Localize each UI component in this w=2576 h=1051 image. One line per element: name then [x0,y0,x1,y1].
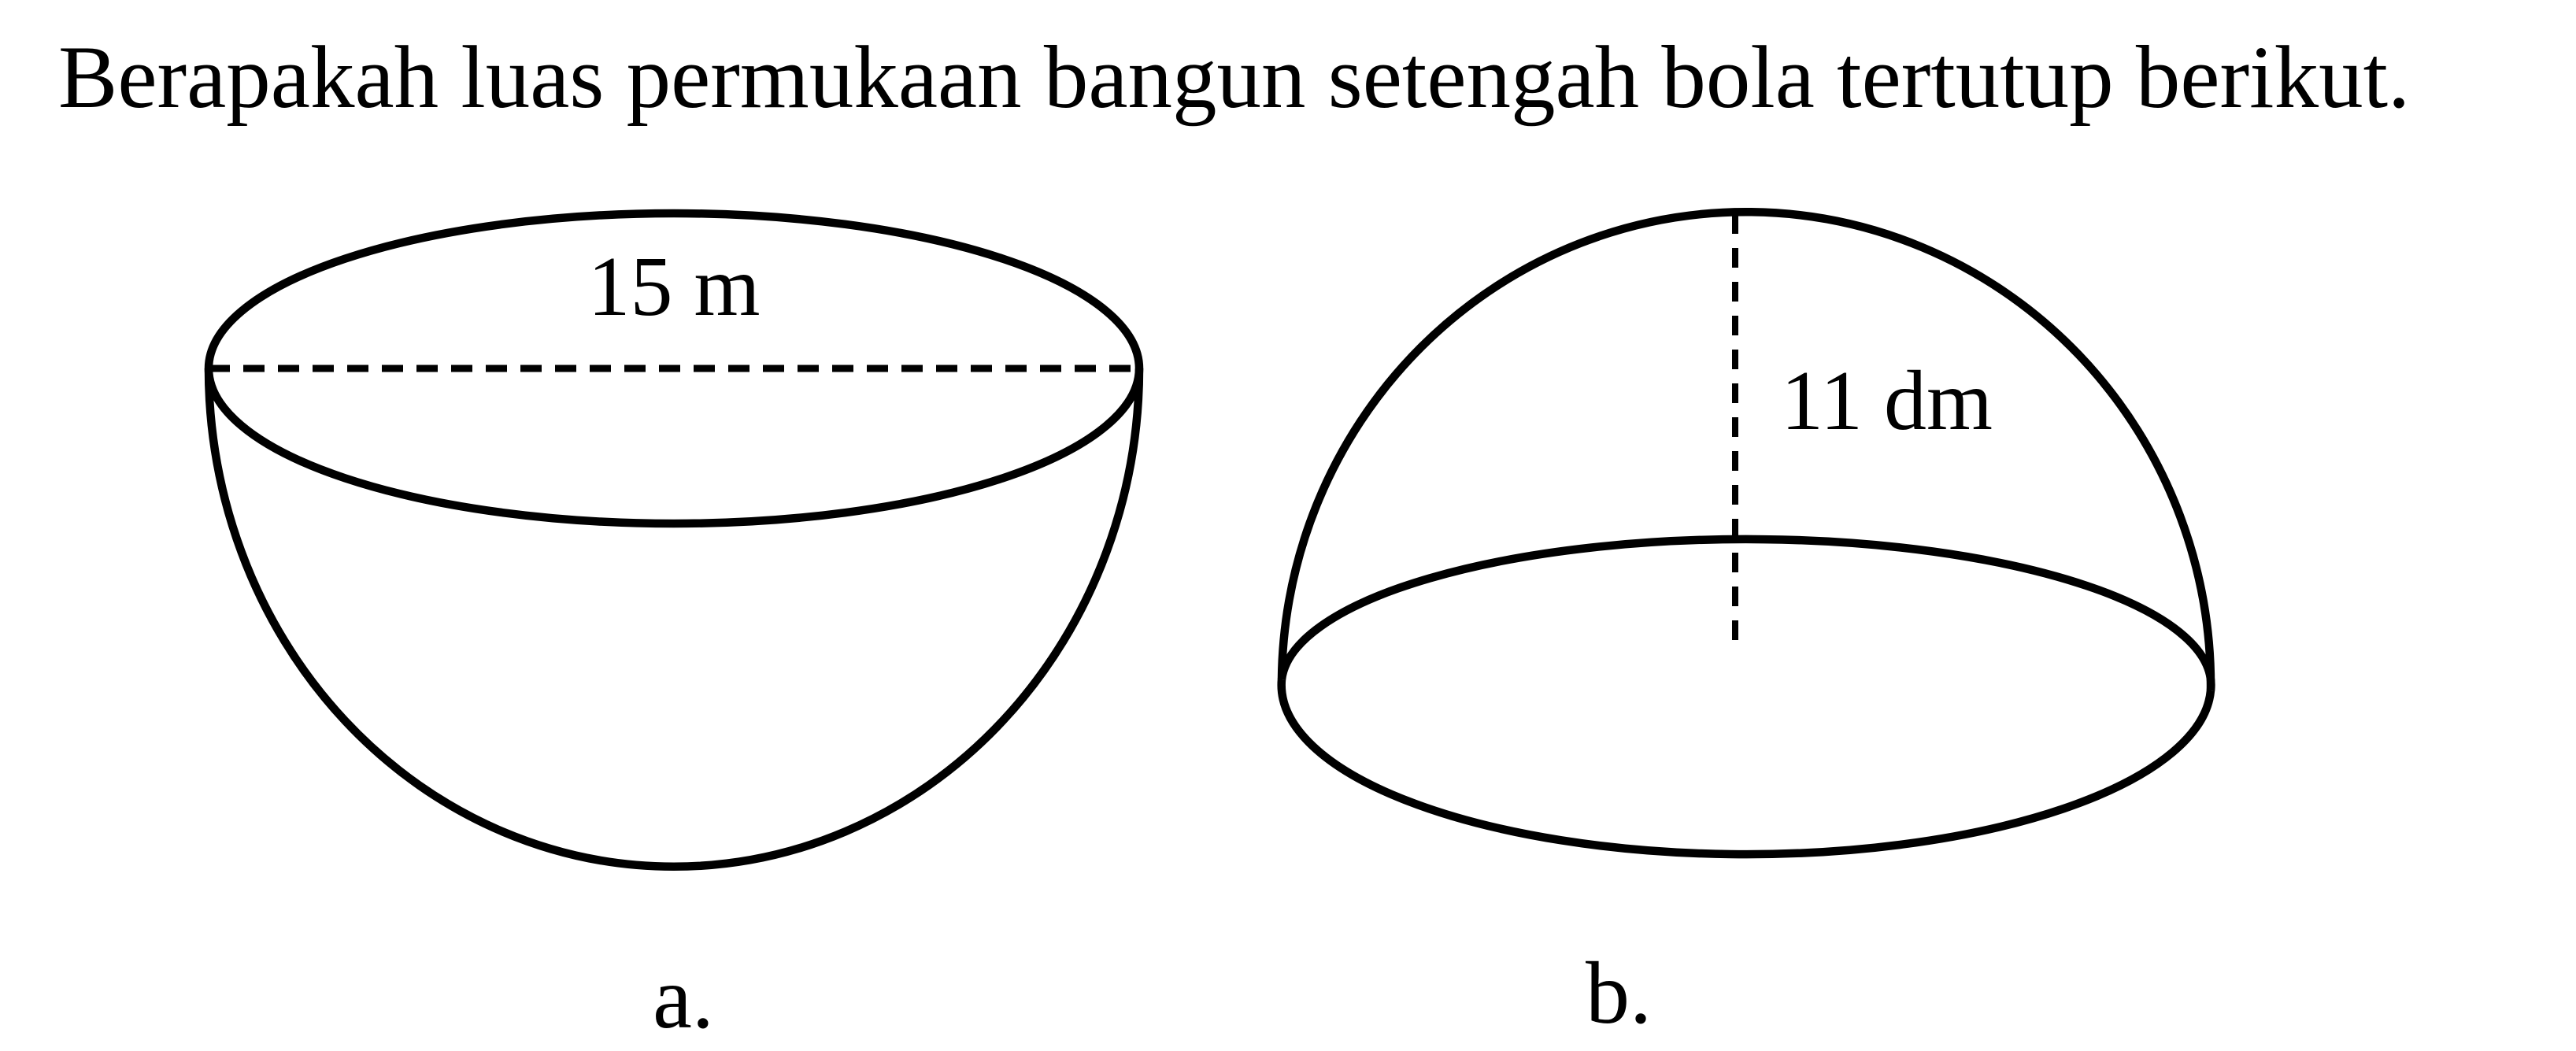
dome-base-front-arc [1282,679,2211,854]
figure-a-caption: a. [653,949,714,1047]
dome-outline [1282,212,2211,690]
dome-base-back-arc [1282,539,2211,690]
bowl-body-outline [209,368,1139,867]
figure-a-bowl [209,213,1139,1047]
figure-b-caption: b. [1586,945,1652,1042]
figure-b-dome [1282,212,2211,1042]
radius-label-b: 11 dm [1781,354,1993,448]
diameter-label-a: 15 m [587,240,761,334]
problem-title: Berapakah luas permukaan bangun setengah bola tertutup berikut. [58,28,2411,127]
